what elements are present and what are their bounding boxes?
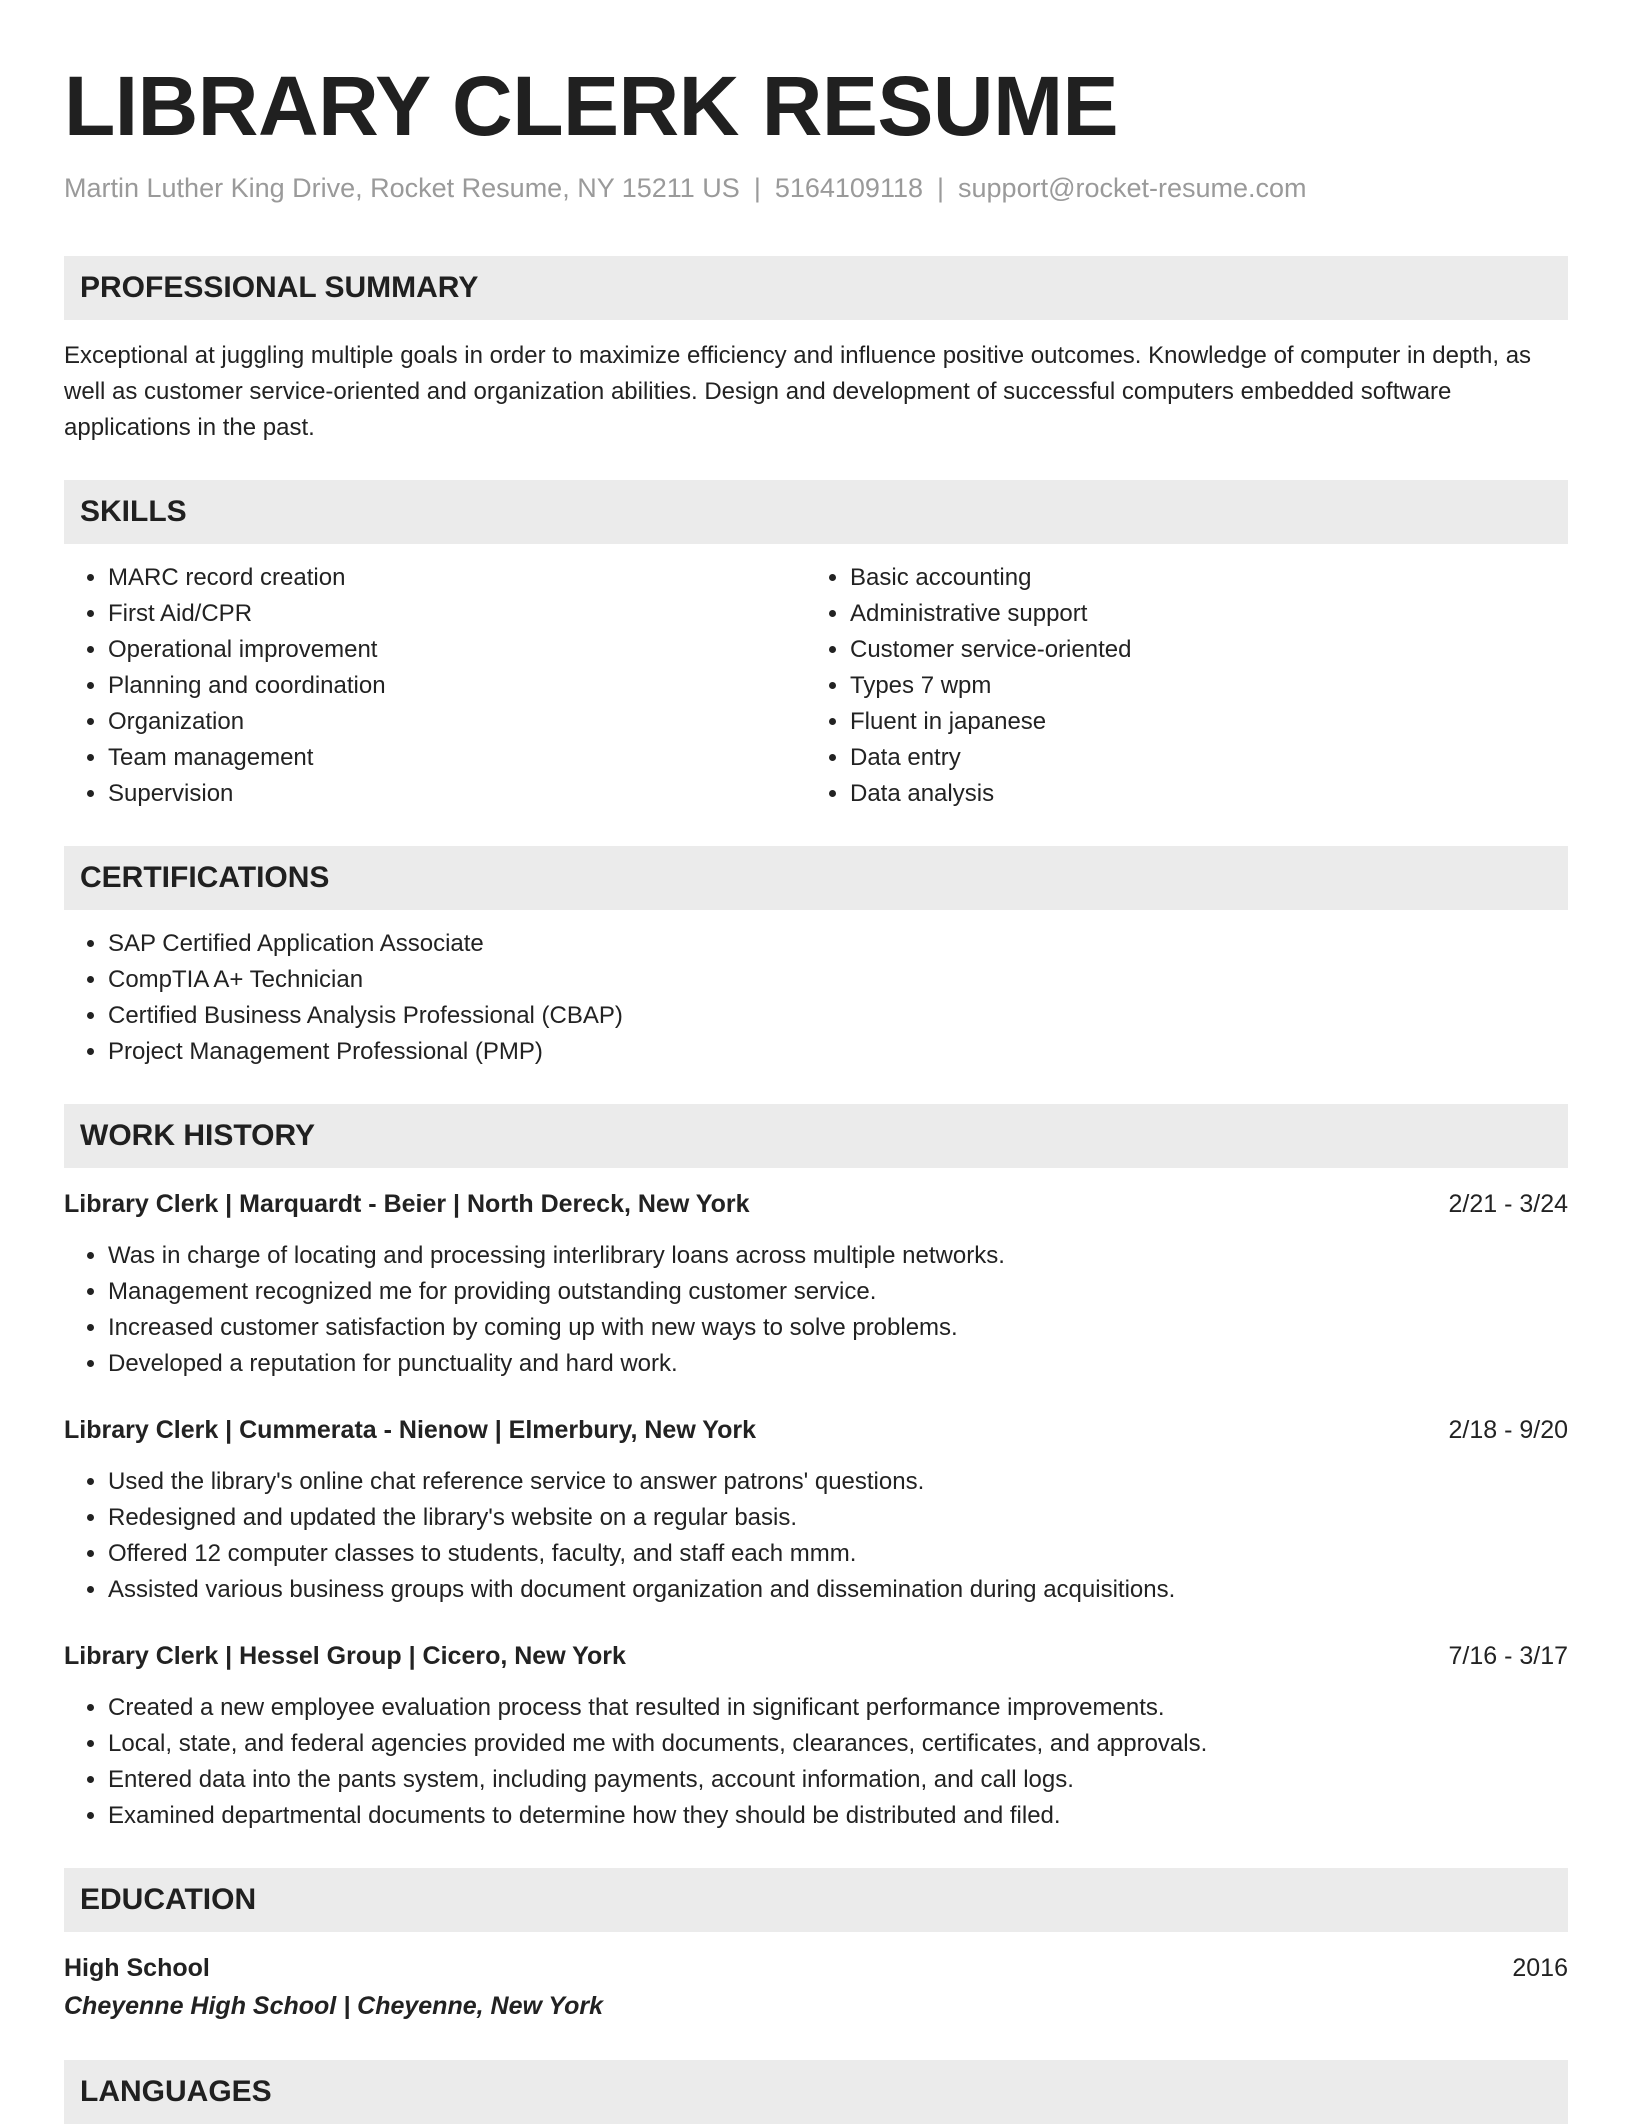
section-header-summary: PROFESSIONAL SUMMARY — [64, 256, 1568, 320]
list-item: • Developed a reputation for punctuality and hard work. — [108, 1346, 1568, 1382]
list-item: • Supervision — [108, 776, 806, 812]
contact-separator: | — [937, 173, 945, 203]
job-bullets — [64, 1690, 1568, 1834]
job-title: Library Clerk | Marquardt - Beier | North Dereck, New York — [64, 1190, 750, 1218]
job-entry — [64, 1186, 1568, 1382]
job-date: 7/16 - 3/17 — [1448, 1642, 1568, 1670]
list-item: • Customer service-oriented — [850, 632, 1548, 668]
list-item: • Local, state, and federal agencies provided me with documents, clearances, certificates, and approvals. — [108, 1726, 1568, 1762]
list-item: • Administrative support — [850, 596, 1548, 632]
job-bullets — [64, 1238, 1568, 1382]
list-item: • Basic accounting — [850, 560, 1548, 596]
list-item: • MARC record creation — [108, 560, 806, 596]
list-item: • Examined departmental documents to determine how they should be distributed and filed. — [108, 1798, 1568, 1834]
job-bullets — [64, 1464, 1568, 1608]
list-item: • Increased customer satisfaction by coming up with new ways to solve problems. — [108, 1310, 1568, 1346]
contact-email: support@rocket-resume.com — [958, 173, 1307, 203]
skills-list-right — [806, 560, 1548, 812]
certifications-list — [64, 926, 1568, 1070]
list-item: • Data analysis — [850, 776, 1548, 812]
page-title: LIBRARY CLERK RESUME — [64, 59, 1119, 153]
education-entry — [64, 1950, 1568, 2026]
list-item: • Management recognized me for providing outstanding customer service. — [108, 1274, 1568, 1310]
list-item: • Operational improvement — [108, 632, 806, 668]
job-title: Library Clerk | Hessel Group | Cicero, New York — [64, 1642, 626, 1670]
list-item: • Created a new employee evaluation process that resulted in significant performance improvements. — [108, 1690, 1568, 1726]
list-item: • Was in charge of locating and processing interlibrary loans across multiple networks. — [108, 1238, 1568, 1274]
list-item: • Planning and coordination — [108, 668, 806, 704]
list-item: • Data entry — [850, 740, 1548, 776]
contact-separator: | — [753, 173, 761, 203]
list-item: • Types 7 wpm — [850, 668, 1548, 704]
list-item: • First Aid/CPR — [108, 596, 806, 632]
job-date: 2/18 - 9/20 — [1448, 1416, 1568, 1444]
list-item: • Entered data into the pants system, including payments, account information, and call logs. — [108, 1762, 1568, 1798]
list-item: • Assisted various business groups with document organization and dissemination during acquisitions. — [108, 1572, 1568, 1608]
list-item: • Project Management Professional (PMP) — [108, 1034, 1568, 1070]
section-header-certifications: CERTIFICATIONS — [64, 846, 1568, 910]
education-school: Cheyenne High School | Cheyenne, New York — [64, 1992, 604, 2020]
job-entry — [64, 1638, 1568, 1834]
skills-list-left — [64, 560, 806, 812]
section-header-languages: LANGUAGES — [64, 2060, 1568, 2124]
summary-text: Exceptional at juggling multiple goals in order to maximize efficiency and influence positive outcomes. Knowledge of computer in depth, as well as customer service-oriented and organization abilities. Design and development of successful computers embedded software applications in the past. — [64, 342, 1532, 441]
list-item: • Redesigned and updated the library's website on a regular basis. — [108, 1500, 1568, 1536]
list-item: • Certified Business Analysis Professional (CBAP) — [108, 998, 1568, 1034]
list-item: • SAP Certified Application Associate — [108, 926, 1568, 962]
list-item: • CompTIA A+ Technician — [108, 962, 1568, 998]
contact-line — [64, 170, 1568, 206]
contact-address: Martin Luther King Drive, Rocket Resume, NY 15211 US — [64, 173, 740, 203]
list-item: • Fluent in japanese — [850, 704, 1548, 740]
section-header-skills: SKILLS — [64, 480, 1568, 544]
education-year: 2016 — [1512, 1954, 1568, 1982]
skills-grid — [64, 560, 1568, 812]
list-item: • Used the library's online chat reference service to answer patrons' questions. — [108, 1464, 1568, 1500]
contact-phone: 5164109118 — [774, 173, 923, 203]
education-degree: High School — [64, 1954, 210, 1982]
list-item: • Offered 12 computer classes to students, faculty, and staff each mmm. — [108, 1536, 1568, 1572]
section-header-work-history: WORK HISTORY — [64, 1104, 1568, 1168]
job-title: Library Clerk | Cummerata - Nienow | Elmerbury, New York — [64, 1416, 756, 1444]
job-entry — [64, 1412, 1568, 1608]
list-item: • Organization — [108, 704, 806, 740]
section-header-education: EDUCATION — [64, 1868, 1568, 1932]
list-item: • Team management — [108, 740, 806, 776]
job-date: 2/21 - 3/24 — [1448, 1190, 1568, 1218]
